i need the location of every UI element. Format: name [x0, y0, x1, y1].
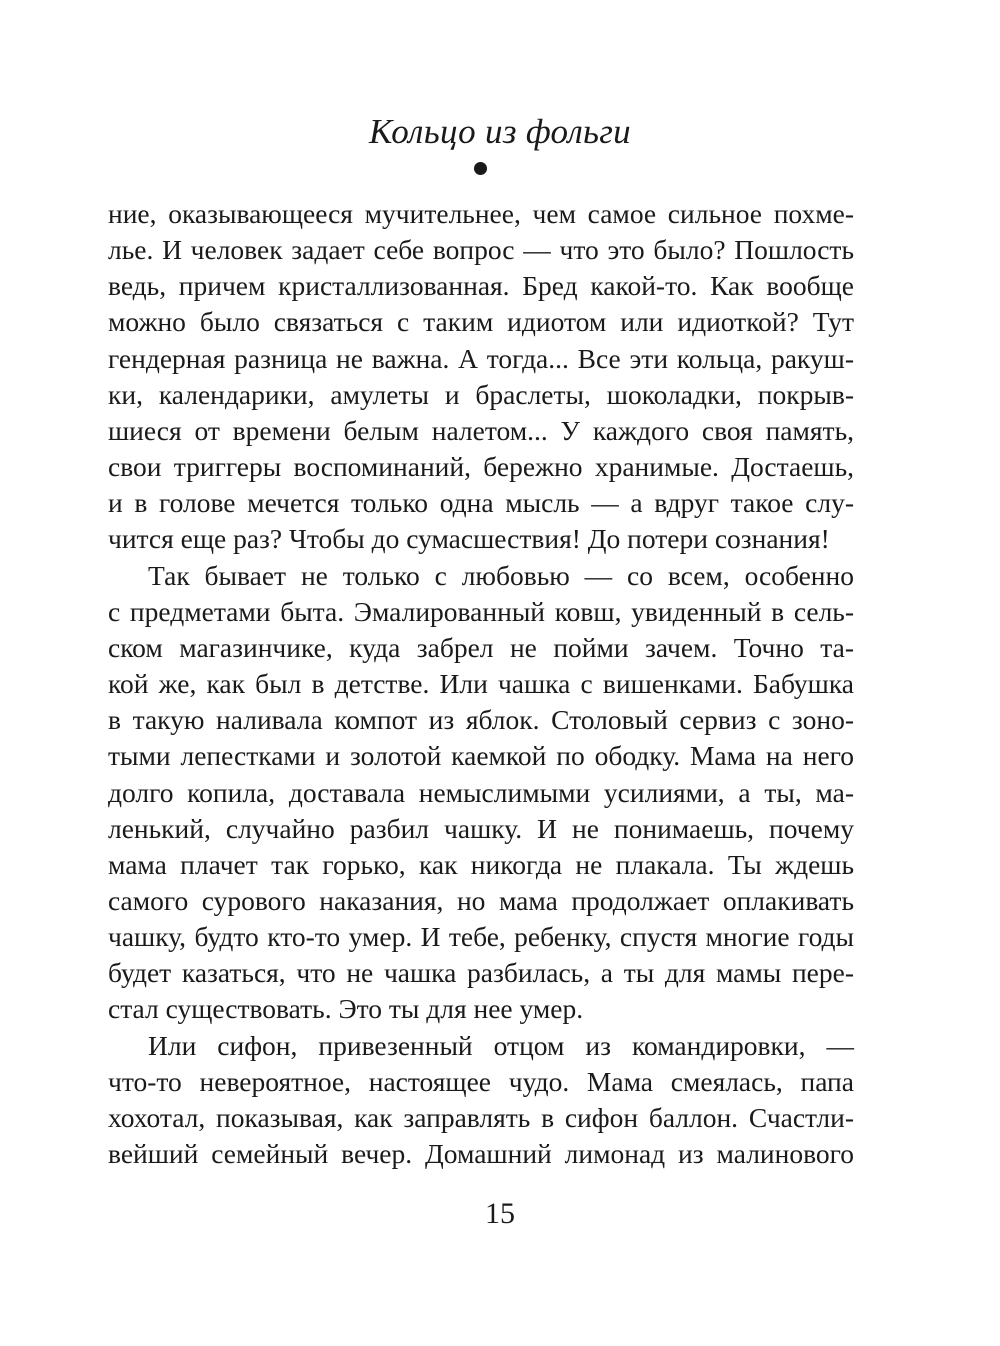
text-line: ведь, причем кристаллизованная. Бред какой-то. Как вообще: [108, 270, 854, 302]
text-line: свои триггеры воспоминаний, бережно хранимые. Достаешь,: [108, 451, 854, 483]
text-line: чится еще раз? Чтобы до сумасшествия! До потери сознания!: [108, 523, 830, 555]
text-line: можно было связаться с таким идиотом или идиоткой? Тут: [108, 306, 854, 338]
text-line: кой же, как был в детстве. Или чашка с вишенками. Бабушка: [108, 668, 854, 700]
text-line: будет казаться, что не чашка разбилась, а ты для мамы пере-: [108, 957, 854, 989]
text-line: ние, оказывающееся мучительнее, чем самое сильное похме-: [108, 198, 854, 229]
text-line: самого сурового наказания, но мама продолжает оплакивать: [108, 884, 854, 916]
text-line: шиеся от времени белым налетом... У каждого своя память,: [108, 414, 854, 446]
text-line: стал существовать. Это ты для нее умер.: [108, 993, 584, 1025]
text-line: в такую наливала компот из яблок. Столовый сервиз с зоно-: [108, 704, 854, 736]
text-line: с предметами быта. Эмалированный ковш, увиденный в сель-: [108, 595, 854, 627]
body-text: [108, 196, 854, 1172]
text-line: Так бывает не только с любовью — со всем, особенно: [148, 559, 854, 591]
paragraph: [108, 196, 854, 558]
text-line: чашку, будто кто-то умер. И тебе, ребенку, спустя многие годы: [108, 921, 854, 953]
text-line: тыми лепестками и золотой каемкой по ободку. Мама на него: [108, 740, 854, 772]
text-line: вейший семейный вечер. Домашний лимонад из малинового: [108, 1138, 854, 1170]
paragraph: [108, 1028, 854, 1173]
text-line: долго копила, доставала немыслимыми усилиями, а ты, ма-: [108, 776, 854, 808]
page-number: 15: [485, 1197, 515, 1230]
paragraph: [108, 558, 854, 1028]
text-line: хохотал, показывая, как заправлять в сифон баллон. Счастли-: [108, 1101, 854, 1133]
text-line: и в голове мечется только одна мысль — а вдруг такое слу-: [108, 487, 854, 519]
text-line: ском магазинчике, куда забрел не пойми зачем. Точно та-: [108, 631, 854, 663]
text-line: гендерная разница не важна. А тогда... Все эти кольца, ракуш-: [108, 342, 854, 374]
text-line: Или сифон, привезенный отцом из командировки, —: [148, 1029, 854, 1061]
text-line: ленький, случайно разбил чашку. И не понимаешь, почему: [108, 812, 854, 844]
text-line: мама плачет так горько, как никогда не плакала. Ты ждешь: [108, 848, 854, 880]
text-line: что-то невероятное, настоящее чудо. Мама смеялась, папа: [108, 1065, 854, 1097]
ornament-dot-icon: [474, 162, 487, 175]
text-line: ки, календарики, амулеты и браслеты, шоколадки, покрыв-: [108, 378, 854, 410]
text-line: лье. И человек задает себе вопрос — что это было? Пошлость: [108, 234, 854, 266]
running-head: Кольцо из фольги: [369, 112, 631, 151]
